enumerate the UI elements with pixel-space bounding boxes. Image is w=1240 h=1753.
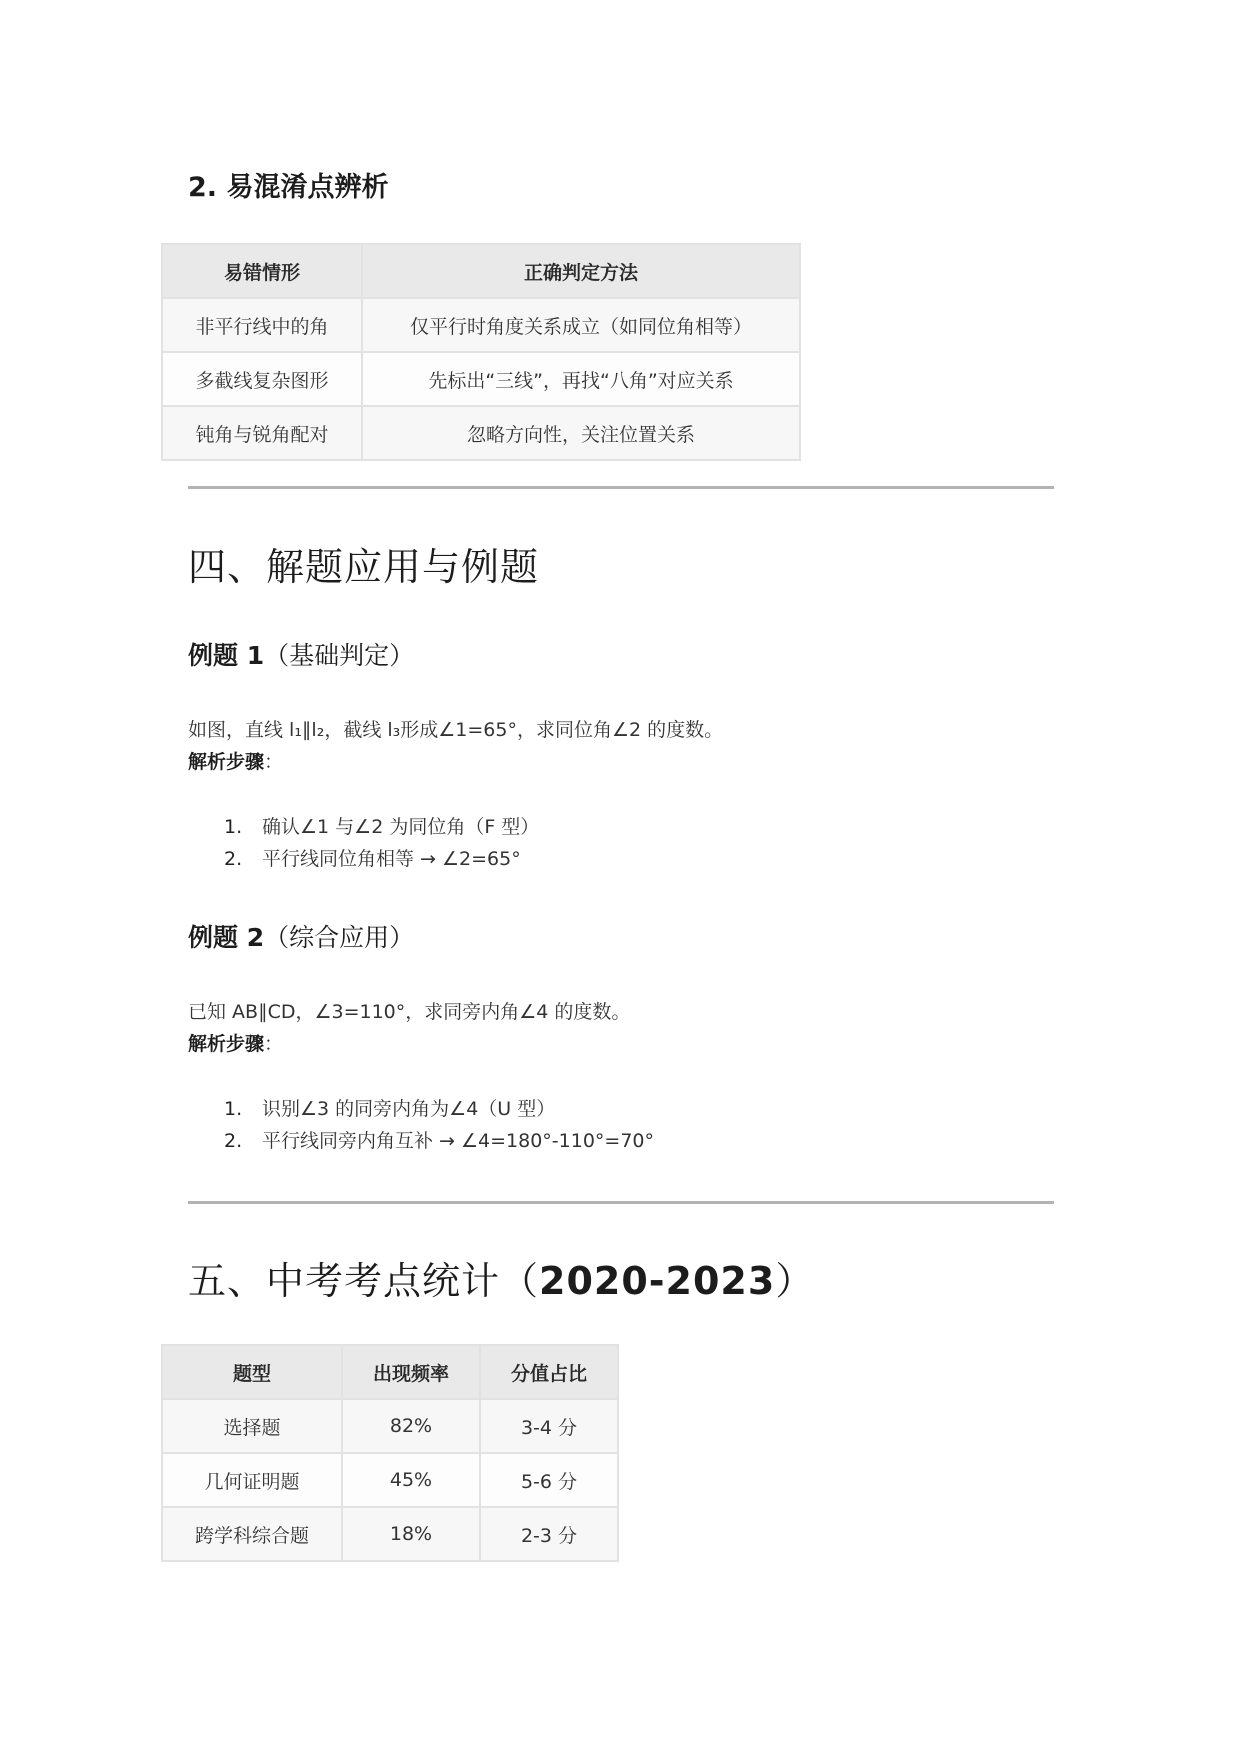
list-item [224,1126,654,1153]
table-cell: 先标出“三线”，再找“八角”对应关系 [362,352,800,406]
table-header-cell: 分值占比 [480,1345,618,1399]
steps-label-colon: ： [264,1033,284,1055]
example1-title [188,636,414,672]
table-cell: 忽略方向性，关注位置关系 [362,406,800,460]
table-cell: 非平行线中的角 [162,298,362,352]
table-cell: 几何证明题 [162,1453,342,1507]
list-item-number: 2. [224,848,243,870]
table-row [162,352,800,406]
table-cell: 5-6 分 [480,1453,618,1507]
example1-title-paren: （基础判定） [264,641,415,670]
table-header-cell: 出现频率 [342,1345,480,1399]
list-item [224,844,521,871]
confusion-table [161,243,801,461]
section-five-heading-prefix: 五、中考考点统计（ [188,1259,540,1303]
example1-problem: 如图，直线 l₁∥l₂，截线 l₃形成∠1=65°，求同位角∠2 的度数。 [188,719,724,741]
steps-label-bold: 解析步骤 [188,1033,265,1055]
table-header-row [162,244,800,298]
table-cell: 3-4 分 [480,1399,618,1453]
list-item-text: 平行线同旁内角互补 → ∠4=180°-110°=70° [262,1130,655,1152]
section-five-heading-suffix: ） [775,1259,815,1303]
table-cell: 选择题 [162,1399,342,1453]
table-cell: 45% [342,1453,480,1507]
list-item-number: 2. [224,1130,243,1152]
list-item-text: 识别∠3 的同旁内角为∠4（U 型） [262,1098,556,1120]
section-four-heading: 四、解题应用与例题 [188,545,540,589]
table-header-cell: 正确判定方法 [362,244,800,298]
section-divider [188,486,1054,489]
example2-title-main: 例题 2 [188,923,265,952]
table-cell: 仅平行时角度关系成立（如同位角相等） [362,298,800,352]
list-item [224,812,539,839]
example1-steps-label [188,746,283,778]
list-item-number: 1. [224,1098,243,1120]
stats-table [161,1344,619,1562]
table-row [162,406,800,460]
list-item-text: 平行线同位角相等 → ∠2=65° [262,848,521,870]
section-divider [188,1201,1054,1204]
list-item-text: 确认∠1 与∠2 为同位角（F 型） [262,816,540,838]
list-item [224,1094,555,1121]
table-row [162,1507,618,1561]
table-row [162,298,800,352]
table-row [162,1453,618,1507]
table-header-row [162,1345,618,1399]
example2-problem: 已知 AB∥CD，∠3=110°，求同旁内角∠4 的度数。 [188,1001,631,1023]
table-header-cell: 易错情形 [162,244,362,298]
table-cell: 82% [342,1399,480,1453]
example2-title [188,918,414,954]
table-row [162,1399,618,1453]
table-cell: 多截线复杂图形 [162,352,362,406]
table-cell: 2-3 分 [480,1507,618,1561]
steps-label-colon: ： [264,751,284,773]
section-five-heading-years: 2020-2023 [539,1259,776,1303]
table-cell: 跨学科综合题 [162,1507,342,1561]
section-five-heading [188,1250,814,1305]
list-item-number: 1. [224,816,243,838]
example2-steps-label [188,1028,283,1060]
table-cell: 钝角与锐角配对 [162,406,362,460]
table-header-cell: 题型 [162,1345,342,1399]
example1-title-main: 例题 1 [188,641,265,670]
example2-title-paren: （综合应用） [264,923,415,952]
confusion-heading: 2. 易混淆点辨析 [188,172,389,203]
steps-label-bold: 解析步骤 [188,751,265,773]
table-cell: 18% [342,1507,480,1561]
